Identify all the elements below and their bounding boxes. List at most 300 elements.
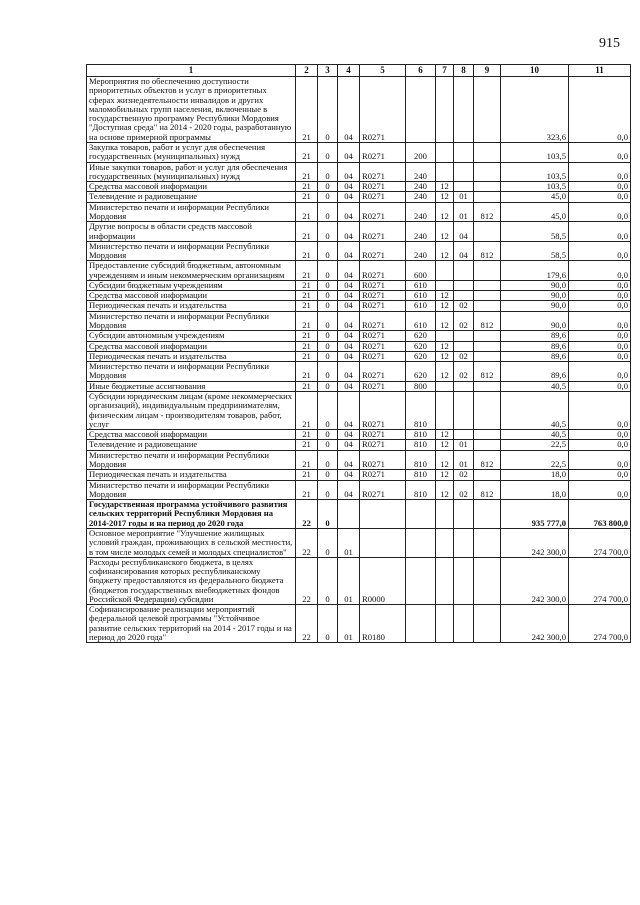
col-10-amount: 58,5 (501, 241, 569, 261)
col-2: 21 (296, 392, 318, 430)
col-2: 21 (296, 202, 318, 222)
column-header: 1 (87, 65, 296, 77)
col-11-amount: 274 700,0 (569, 605, 631, 643)
col-8: 02 (454, 351, 474, 361)
column-header: 4 (338, 65, 360, 77)
col-11-amount: 0,0 (569, 301, 631, 311)
col-11-amount: 0,0 (569, 280, 631, 290)
col-10-amount: 935 777,0 (501, 500, 569, 529)
col-11-amount: 274 700,0 (569, 528, 631, 557)
col-5-target-code: R0271 (360, 182, 406, 192)
table-row (87, 470, 631, 480)
col-5-target-code: R0271 (360, 77, 406, 143)
col-4: 04 (338, 480, 360, 500)
col-5-target-code: R0271 (360, 202, 406, 222)
col-9-ministry (474, 470, 501, 480)
table-row (87, 192, 631, 202)
col-10-amount: 18,0 (501, 480, 569, 500)
col-7: 12 (436, 450, 454, 470)
page-number: 915 (599, 36, 620, 51)
row-name: Периодическая печать и издательства (87, 301, 296, 311)
col-7: 12 (436, 222, 454, 242)
col-11-amount: 0,0 (569, 331, 631, 341)
col-3: 0 (318, 301, 338, 311)
col-4: 04 (338, 291, 360, 301)
col-9-ministry (474, 331, 501, 341)
col-11-amount: 0,0 (569, 351, 631, 361)
table-row (87, 450, 631, 470)
col-10-amount: 103,5 (501, 182, 569, 192)
col-6-expense-type: 610 (406, 301, 436, 311)
col-4: 04 (338, 241, 360, 261)
col-4: 04 (338, 162, 360, 182)
row-name: Телевидение и радиовещание (87, 440, 296, 450)
col-7: 12 (436, 202, 454, 222)
col-8 (454, 182, 474, 192)
col-5-target-code: R0271 (360, 480, 406, 500)
col-3: 0 (318, 311, 338, 331)
col-3: 0 (318, 222, 338, 242)
col-3: 0 (318, 430, 338, 440)
col-9-ministry (474, 77, 501, 143)
col-4: 04 (338, 440, 360, 450)
col-11-amount: 0,0 (569, 450, 631, 470)
col-10-amount: 323,6 (501, 77, 569, 143)
col-11-amount: 0,0 (569, 202, 631, 222)
col-4: 04 (338, 202, 360, 222)
row-name: Расходы республиканского бюджета, в целях софинансирования которых республиканскому бюджету предоставляются из федерального бюджета (бюджетов государственных внебюджетных фондов Российской Федерации) субсидии (87, 557, 296, 604)
col-2: 21 (296, 182, 318, 192)
col-2: 21 (296, 77, 318, 143)
col-9-ministry (474, 351, 501, 361)
col-5-target-code: R0271 (360, 450, 406, 470)
col-8: 02 (454, 470, 474, 480)
col-6-expense-type: 620 (406, 351, 436, 361)
col-10-amount: 103,5 (501, 162, 569, 182)
row-name: Иные закупки товаров, работ и услуг для обеспечения государственных (муниципальных) нужд (87, 162, 296, 182)
col-11-amount: 0,0 (569, 142, 631, 162)
col-6-expense-type (406, 500, 436, 529)
col-10-amount: 22,5 (501, 450, 569, 470)
row-name: Средства массовой информации (87, 430, 296, 440)
col-8 (454, 392, 474, 430)
col-4: 04 (338, 430, 360, 440)
col-8 (454, 291, 474, 301)
col-6-expense-type: 810 (406, 440, 436, 450)
col-8: 02 (454, 301, 474, 311)
col-7 (436, 280, 454, 290)
col-11-amount: 0,0 (569, 241, 631, 261)
col-11-amount: 0,0 (569, 362, 631, 382)
column-header: 3 (318, 65, 338, 77)
col-2: 21 (296, 280, 318, 290)
col-3: 0 (318, 500, 338, 529)
col-10-amount: 103,5 (501, 142, 569, 162)
col-2: 21 (296, 470, 318, 480)
col-6-expense-type: 810 (406, 450, 436, 470)
col-7: 12 (436, 182, 454, 192)
col-9-ministry (474, 291, 501, 301)
row-name: Субсидии бюджетным учреждениям (87, 280, 296, 290)
col-4: 04 (338, 381, 360, 391)
col-4: 04 (338, 341, 360, 351)
col-6-expense-type (406, 77, 436, 143)
col-4: 01 (338, 557, 360, 604)
col-9-ministry (474, 192, 501, 202)
col-3: 0 (318, 192, 338, 202)
row-name: Телевидение и радиовещание (87, 192, 296, 202)
col-6-expense-type (406, 528, 436, 557)
col-2: 21 (296, 351, 318, 361)
col-5-target-code (360, 528, 406, 557)
col-6-expense-type: 810 (406, 392, 436, 430)
col-10-amount: 89,6 (501, 331, 569, 341)
col-8 (454, 500, 474, 529)
table-row (87, 280, 631, 290)
col-8 (454, 605, 474, 643)
table-row (87, 241, 631, 261)
col-3: 0 (318, 480, 338, 500)
col-4: 04 (338, 311, 360, 331)
col-2: 22 (296, 500, 318, 529)
col-11-amount: 0,0 (569, 222, 631, 242)
row-name: Министерство печати и информации Республики Мордовия (87, 362, 296, 382)
col-11-amount: 0,0 (569, 440, 631, 450)
row-name: Иные бюджетные ассигнования (87, 381, 296, 391)
col-7 (436, 381, 454, 391)
col-4: 01 (338, 528, 360, 557)
row-name: Периодическая печать и издательства (87, 351, 296, 361)
col-8 (454, 331, 474, 341)
col-2: 21 (296, 162, 318, 182)
col-7: 12 (436, 430, 454, 440)
column-header: 7 (436, 65, 454, 77)
col-7: 12 (436, 301, 454, 311)
col-3: 0 (318, 280, 338, 290)
col-5-target-code: R0271 (360, 291, 406, 301)
col-7: 12 (436, 362, 454, 382)
col-11-amount: 0,0 (569, 291, 631, 301)
col-5-target-code: R0271 (360, 261, 406, 281)
table-row (87, 261, 631, 281)
col-8: 01 (454, 440, 474, 450)
col-2: 21 (296, 261, 318, 281)
row-name: Средства массовой информации (87, 291, 296, 301)
col-9-ministry: 812 (474, 202, 501, 222)
col-9-ministry (474, 500, 501, 529)
header-row (87, 65, 631, 77)
col-6-expense-type: 240 (406, 162, 436, 182)
col-4: 04 (338, 362, 360, 382)
col-6-expense-type: 800 (406, 381, 436, 391)
row-name: Средства массовой информации (87, 341, 296, 351)
col-7: 12 (436, 291, 454, 301)
table-row (87, 528, 631, 557)
col-6-expense-type: 620 (406, 331, 436, 341)
row-name: Основное мероприятие "Улучшение жилищных условий граждан, проживающих в сельской местности, в том числе молодых семей и молодых специалистов" (87, 528, 296, 557)
col-8 (454, 381, 474, 391)
col-7: 12 (436, 480, 454, 500)
col-6-expense-type: 610 (406, 291, 436, 301)
table-row (87, 182, 631, 192)
col-11-amount: 0,0 (569, 182, 631, 192)
col-6-expense-type: 240 (406, 182, 436, 192)
col-6-expense-type: 240 (406, 192, 436, 202)
col-11-amount: 0,0 (569, 261, 631, 281)
col-3: 0 (318, 381, 338, 391)
col-7 (436, 162, 454, 182)
col-11-amount: 274 700,0 (569, 557, 631, 604)
col-4: 04 (338, 450, 360, 470)
col-9-ministry: 812 (474, 241, 501, 261)
col-2: 21 (296, 142, 318, 162)
col-4: 04 (338, 470, 360, 480)
col-5-target-code: R0000 (360, 557, 406, 604)
column-header: 10 (501, 65, 569, 77)
col-7 (436, 528, 454, 557)
col-2: 22 (296, 557, 318, 604)
col-11-amount: 0,0 (569, 341, 631, 351)
col-4: 04 (338, 280, 360, 290)
row-name: Средства массовой информации (87, 182, 296, 192)
col-5-target-code: R0271 (360, 392, 406, 430)
table-row (87, 500, 631, 529)
col-8 (454, 280, 474, 290)
col-3: 0 (318, 450, 338, 470)
col-7: 12 (436, 440, 454, 450)
row-name: Министерство печати и информации Республики Мордовия (87, 202, 296, 222)
col-10-amount: 18,0 (501, 470, 569, 480)
col-3: 0 (318, 557, 338, 604)
col-10-amount: 22,5 (501, 440, 569, 450)
col-3: 0 (318, 392, 338, 430)
row-name: Периодическая печать и издательства (87, 470, 296, 480)
col-2: 21 (296, 480, 318, 500)
col-4: 04 (338, 192, 360, 202)
col-10-amount: 40,5 (501, 381, 569, 391)
col-4: 04 (338, 77, 360, 143)
col-7: 12 (436, 470, 454, 480)
col-10-amount: 45,0 (501, 202, 569, 222)
col-11-amount: 0,0 (569, 381, 631, 391)
col-9-ministry (474, 261, 501, 281)
col-6-expense-type: 810 (406, 430, 436, 440)
col-6-expense-type: 240 (406, 241, 436, 261)
col-3: 0 (318, 351, 338, 361)
col-2: 21 (296, 222, 318, 242)
col-8 (454, 528, 474, 557)
table-row (87, 480, 631, 500)
col-7: 12 (436, 351, 454, 361)
col-8 (454, 142, 474, 162)
col-6-expense-type: 600 (406, 261, 436, 281)
table-row (87, 351, 631, 361)
col-2: 21 (296, 440, 318, 450)
col-7 (436, 605, 454, 643)
col-3: 0 (318, 528, 338, 557)
col-9-ministry (474, 142, 501, 162)
col-2: 21 (296, 450, 318, 470)
column-header: 8 (454, 65, 474, 77)
col-8 (454, 77, 474, 143)
col-5-target-code: R0271 (360, 241, 406, 261)
col-8 (454, 261, 474, 281)
table-row (87, 362, 631, 382)
row-name: Закупка товаров, работ и услуг для обеспечения государственных (муниципальных) нужд (87, 142, 296, 162)
col-6-expense-type: 610 (406, 280, 436, 290)
col-2: 22 (296, 605, 318, 643)
col-2: 21 (296, 430, 318, 440)
col-9-ministry (474, 528, 501, 557)
col-2: 21 (296, 341, 318, 351)
col-10-amount: 89,6 (501, 362, 569, 382)
col-5-target-code: R0271 (360, 301, 406, 311)
col-3: 0 (318, 77, 338, 143)
column-header: 11 (569, 65, 631, 77)
col-7 (436, 331, 454, 341)
col-9-ministry (474, 162, 501, 182)
col-6-expense-type: 200 (406, 142, 436, 162)
col-3: 0 (318, 202, 338, 222)
col-3: 0 (318, 162, 338, 182)
row-name: Государственная программа устойчивого развития сельских территорий Республики Мордовия на 2014-2017 годы и на период до 2020 года (87, 500, 296, 529)
col-4: 04 (338, 392, 360, 430)
col-5-target-code: R0271 (360, 192, 406, 202)
col-3: 0 (318, 362, 338, 382)
col-2: 22 (296, 528, 318, 557)
col-7: 12 (436, 341, 454, 351)
col-5-target-code: R0271 (360, 280, 406, 290)
col-8 (454, 341, 474, 351)
col-3: 0 (318, 261, 338, 281)
table-row (87, 341, 631, 351)
col-8: 01 (454, 192, 474, 202)
col-5-target-code: R0271 (360, 362, 406, 382)
col-3: 0 (318, 605, 338, 643)
col-4 (338, 500, 360, 529)
col-10-amount: 90,0 (501, 280, 569, 290)
col-10-amount: 242 300,0 (501, 557, 569, 604)
col-3: 0 (318, 341, 338, 351)
column-header: 6 (406, 65, 436, 77)
budget-table (86, 64, 631, 643)
col-2: 21 (296, 192, 318, 202)
col-10-amount: 58,5 (501, 222, 569, 242)
col-5-target-code: R0271 (360, 222, 406, 242)
col-11-amount: 0,0 (569, 430, 631, 440)
col-9-ministry (474, 392, 501, 430)
col-5-target-code: R0271 (360, 381, 406, 391)
row-name: Министерство печати и информации Республики Мордовия (87, 480, 296, 500)
table-row (87, 311, 631, 331)
col-4: 04 (338, 261, 360, 281)
col-9-ministry: 812 (474, 480, 501, 500)
col-11-amount: 0,0 (569, 480, 631, 500)
col-9-ministry (474, 301, 501, 311)
col-11-amount: 0,0 (569, 192, 631, 202)
table-row (87, 142, 631, 162)
col-3: 0 (318, 470, 338, 480)
col-6-expense-type: 810 (406, 480, 436, 500)
col-10-amount: 90,0 (501, 291, 569, 301)
col-9-ministry (474, 440, 501, 450)
table-row (87, 605, 631, 643)
col-7 (436, 261, 454, 281)
col-8 (454, 162, 474, 182)
column-header: 9 (474, 65, 501, 77)
column-header: 2 (296, 65, 318, 77)
col-3: 0 (318, 331, 338, 341)
col-3: 0 (318, 182, 338, 192)
col-11-amount: 0,0 (569, 162, 631, 182)
col-5-target-code: R0180 (360, 605, 406, 643)
col-4: 04 (338, 182, 360, 192)
col-4: 04 (338, 222, 360, 242)
table-row (87, 381, 631, 391)
col-11-amount: 0,0 (569, 392, 631, 430)
col-5-target-code (360, 500, 406, 529)
col-2: 21 (296, 291, 318, 301)
col-10-amount: 89,6 (501, 351, 569, 361)
col-8: 02 (454, 480, 474, 500)
table-row (87, 301, 631, 311)
table-row (87, 557, 631, 604)
col-10-amount: 242 300,0 (501, 605, 569, 643)
col-3: 0 (318, 142, 338, 162)
col-6-expense-type: 240 (406, 202, 436, 222)
col-9-ministry (474, 280, 501, 290)
col-2: 21 (296, 241, 318, 261)
table-row (87, 331, 631, 341)
col-5-target-code: R0271 (360, 430, 406, 440)
col-10-amount: 40,5 (501, 430, 569, 440)
col-6-expense-type: 610 (406, 311, 436, 331)
col-6-expense-type: 240 (406, 222, 436, 242)
col-11-amount: 763 800,0 (569, 500, 631, 529)
table-row (87, 392, 631, 430)
col-9-ministry (474, 381, 501, 391)
col-7 (436, 557, 454, 604)
col-9-ministry (474, 430, 501, 440)
col-5-target-code: R0271 (360, 142, 406, 162)
col-9-ministry (474, 182, 501, 192)
row-name: Министерство печати и информации Республики Мордовия (87, 311, 296, 331)
col-9-ministry (474, 341, 501, 351)
row-name: Субсидии автономным учреждениям (87, 331, 296, 341)
row-name: Министерство печати и информации Республики Мордовия (87, 450, 296, 470)
col-4: 04 (338, 351, 360, 361)
col-9-ministry (474, 222, 501, 242)
col-10-amount: 179,6 (501, 261, 569, 281)
col-3: 0 (318, 241, 338, 261)
col-6-expense-type (406, 557, 436, 604)
col-5-target-code: R0271 (360, 311, 406, 331)
col-7: 12 (436, 241, 454, 261)
col-5-target-code: R0271 (360, 341, 406, 351)
col-5-target-code: R0271 (360, 162, 406, 182)
col-7 (436, 392, 454, 430)
col-9-ministry: 812 (474, 311, 501, 331)
col-8: 04 (454, 222, 474, 242)
col-6-expense-type: 620 (406, 341, 436, 351)
col-7: 12 (436, 192, 454, 202)
col-4: 04 (338, 301, 360, 311)
table-row (87, 77, 631, 143)
column-header: 5 (360, 65, 406, 77)
table-row (87, 202, 631, 222)
col-7 (436, 142, 454, 162)
col-10-amount: 40,5 (501, 392, 569, 430)
